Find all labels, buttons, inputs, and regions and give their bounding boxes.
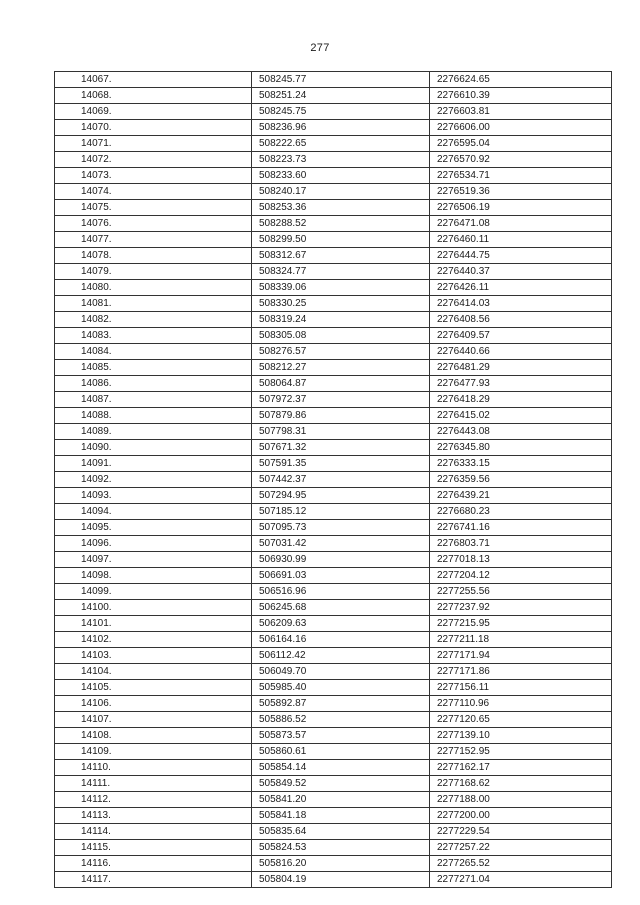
table-row [55,392,612,408]
table-row [55,760,612,776]
y-coordinate-cell: 2276534.71 [430,168,612,184]
point-number-cell: 14073. [55,168,252,184]
y-coordinate-cell: 2277168.62 [430,776,612,792]
point-number-cell: 14079. [55,264,252,280]
x-coordinate-cell: 506930.99 [252,552,430,568]
y-coordinate-cell: 2276519.36 [430,184,612,200]
coordinates-table [54,71,612,888]
table-row [55,360,612,376]
x-coordinate-cell: 508245.75 [252,104,430,120]
x-coordinate-cell: 508212.27 [252,360,430,376]
table-row [55,120,612,136]
point-number-cell: 14101. [55,616,252,632]
table-row [55,520,612,536]
table-row [55,280,612,296]
y-coordinate-cell: 2276415.02 [430,408,612,424]
y-coordinate-cell: 2277200.00 [430,808,612,824]
point-number-cell: 14077. [55,232,252,248]
point-number-cell: 14106. [55,696,252,712]
x-coordinate-cell: 507294.95 [252,488,430,504]
x-coordinate-cell: 506691.03 [252,568,430,584]
point-number-cell: 14112. [55,792,252,808]
y-coordinate-cell: 2277156.11 [430,680,612,696]
point-number-cell: 14088. [55,408,252,424]
point-number-cell: 14080. [55,280,252,296]
table-row [55,792,612,808]
table-row [55,184,612,200]
table-row [55,632,612,648]
point-number-cell: 14117. [55,872,252,888]
x-coordinate-cell: 505873.57 [252,728,430,744]
x-coordinate-cell: 508339.06 [252,280,430,296]
point-number-cell: 14114. [55,824,252,840]
point-number-cell: 14082. [55,312,252,328]
x-coordinate-cell: 508245.77 [252,72,430,88]
x-coordinate-cell: 506164.16 [252,632,430,648]
x-coordinate-cell: 505886.52 [252,712,430,728]
point-number-cell: 14069. [55,104,252,120]
table-row [55,232,612,248]
point-number-cell: 14092. [55,472,252,488]
table-row [55,504,612,520]
x-coordinate-cell: 505985.40 [252,680,430,696]
x-coordinate-cell: 508312.67 [252,248,430,264]
x-coordinate-cell: 505841.18 [252,808,430,824]
y-coordinate-cell: 2276570.92 [430,152,612,168]
point-number-cell: 14081. [55,296,252,312]
y-coordinate-cell: 2277237.92 [430,600,612,616]
y-coordinate-cell: 2276333.15 [430,456,612,472]
point-number-cell: 14110. [55,760,252,776]
x-coordinate-cell: 508222.65 [252,136,430,152]
table-row [55,376,612,392]
x-coordinate-cell: 508324.77 [252,264,430,280]
table-row [55,168,612,184]
y-coordinate-cell: 2277215.95 [430,616,612,632]
x-coordinate-cell: 508236.96 [252,120,430,136]
point-number-cell: 14067. [55,72,252,88]
x-coordinate-cell: 505824.53 [252,840,430,856]
y-coordinate-cell: 2277265.52 [430,856,612,872]
x-coordinate-cell: 507798.31 [252,424,430,440]
table-row [55,712,612,728]
table-row [55,296,612,312]
point-number-cell: 14087. [55,392,252,408]
y-coordinate-cell: 2276414.03 [430,296,612,312]
point-number-cell: 14107. [55,712,252,728]
point-number-cell: 14090. [55,440,252,456]
table-row [55,88,612,104]
y-coordinate-cell: 2277255.56 [430,584,612,600]
point-number-cell: 14111. [55,776,252,792]
page-number: 277 [310,42,330,54]
point-number-cell: 14095. [55,520,252,536]
point-number-cell: 14086. [55,376,252,392]
x-coordinate-cell: 508288.52 [252,216,430,232]
point-number-cell: 14104. [55,664,252,680]
table-row [55,328,612,344]
y-coordinate-cell: 2277152.95 [430,744,612,760]
table-row [55,248,612,264]
x-coordinate-cell: 506209.63 [252,616,430,632]
point-number-cell: 14093. [55,488,252,504]
x-coordinate-cell: 507671.32 [252,440,430,456]
y-coordinate-cell: 2277211.18 [430,632,612,648]
y-coordinate-cell: 2276408.56 [430,312,612,328]
table-row [55,72,612,88]
point-number-cell: 14074. [55,184,252,200]
point-number-cell: 14071. [55,136,252,152]
x-coordinate-cell: 506112.42 [252,648,430,664]
y-coordinate-cell: 2277204.12 [430,568,612,584]
y-coordinate-cell: 2276477.93 [430,376,612,392]
x-coordinate-cell: 506245.68 [252,600,430,616]
table-row [55,216,612,232]
point-number-cell: 14085. [55,360,252,376]
x-coordinate-cell: 507442.37 [252,472,430,488]
y-coordinate-cell: 2276610.39 [430,88,612,104]
point-number-cell: 14068. [55,88,252,104]
x-coordinate-cell: 506049.70 [252,664,430,680]
y-coordinate-cell: 2277018.13 [430,552,612,568]
table-row [55,552,612,568]
table-row [55,344,612,360]
x-coordinate-cell: 508319.24 [252,312,430,328]
table-row [55,536,612,552]
y-coordinate-cell: 2276345.80 [430,440,612,456]
y-coordinate-cell: 2276506.19 [430,200,612,216]
x-coordinate-cell: 507591.35 [252,456,430,472]
table-row [55,680,612,696]
table-row [55,408,612,424]
point-number-cell: 14098. [55,568,252,584]
table-row [55,616,612,632]
y-coordinate-cell: 2276595.04 [430,136,612,152]
point-number-cell: 14103. [55,648,252,664]
point-number-cell: 14102. [55,632,252,648]
y-coordinate-cell: 2277120.65 [430,712,612,728]
point-number-cell: 14108. [55,728,252,744]
y-coordinate-cell: 2276603.81 [430,104,612,120]
table-row [55,856,612,872]
y-coordinate-cell: 2277162.17 [430,760,612,776]
x-coordinate-cell: 508305.08 [252,328,430,344]
table-row [55,808,612,824]
y-coordinate-cell: 2276418.29 [430,392,612,408]
point-number-cell: 14094. [55,504,252,520]
x-coordinate-cell: 507972.37 [252,392,430,408]
table-row [55,440,612,456]
x-coordinate-cell: 505854.14 [252,760,430,776]
x-coordinate-cell: 508330.25 [252,296,430,312]
point-number-cell: 14084. [55,344,252,360]
x-coordinate-cell: 506516.96 [252,584,430,600]
point-number-cell: 14075. [55,200,252,216]
point-number-cell: 14100. [55,600,252,616]
y-coordinate-cell: 2276680.23 [430,504,612,520]
x-coordinate-cell: 508276.57 [252,344,430,360]
y-coordinate-cell: 2276359.56 [430,472,612,488]
table-row [55,424,612,440]
point-number-cell: 14076. [55,216,252,232]
table-row [55,104,612,120]
x-coordinate-cell: 505804.19 [252,872,430,888]
table-row [55,472,612,488]
point-number-cell: 14115. [55,840,252,856]
table-row [55,840,612,856]
point-number-cell: 14083. [55,328,252,344]
point-number-cell: 14096. [55,536,252,552]
x-coordinate-cell: 508064.87 [252,376,430,392]
point-number-cell: 14116. [55,856,252,872]
table-row [55,824,612,840]
y-coordinate-cell: 2276440.66 [430,344,612,360]
x-coordinate-cell: 508240.17 [252,184,430,200]
y-coordinate-cell: 2277139.10 [430,728,612,744]
y-coordinate-cell: 2276741.16 [430,520,612,536]
point-number-cell: 14097. [55,552,252,568]
y-coordinate-cell: 2277171.94 [430,648,612,664]
x-coordinate-cell: 505860.61 [252,744,430,760]
y-coordinate-cell: 2277110.96 [430,696,612,712]
y-coordinate-cell: 2276443.08 [430,424,612,440]
point-number-cell: 14113. [55,808,252,824]
y-coordinate-cell: 2277171.86 [430,664,612,680]
table-row [55,872,612,888]
x-coordinate-cell: 508251.24 [252,88,430,104]
y-coordinate-cell: 2276606.00 [430,120,612,136]
x-coordinate-cell: 507095.73 [252,520,430,536]
y-coordinate-cell: 2276460.11 [430,232,612,248]
y-coordinate-cell: 2276803.71 [430,536,612,552]
x-coordinate-cell: 505835.64 [252,824,430,840]
x-coordinate-cell: 507879.86 [252,408,430,424]
table-row [55,488,612,504]
y-coordinate-cell: 2276439.21 [430,488,612,504]
point-number-cell: 14072. [55,152,252,168]
y-coordinate-cell: 2277257.22 [430,840,612,856]
y-coordinate-cell: 2276444.75 [430,248,612,264]
table-row [55,744,612,760]
point-number-cell: 14089. [55,424,252,440]
x-coordinate-cell: 508223.73 [252,152,430,168]
point-number-cell: 14099. [55,584,252,600]
table-row [55,136,612,152]
table-row [55,664,612,680]
point-number-cell: 14070. [55,120,252,136]
y-coordinate-cell: 2276440.37 [430,264,612,280]
x-coordinate-cell: 505892.87 [252,696,430,712]
x-coordinate-cell: 505816.20 [252,856,430,872]
y-coordinate-cell: 2277188.00 [430,792,612,808]
table-row [55,600,612,616]
table-row [55,456,612,472]
point-number-cell: 14091. [55,456,252,472]
point-number-cell: 14105. [55,680,252,696]
y-coordinate-cell: 2277271.04 [430,872,612,888]
y-coordinate-cell: 2276624.65 [430,72,612,88]
point-number-cell: 14078. [55,248,252,264]
table-row [55,584,612,600]
table-row [55,728,612,744]
table-row [55,312,612,328]
y-coordinate-cell: 2276481.29 [430,360,612,376]
table-row [55,152,612,168]
coordinates-table-body [55,72,612,888]
x-coordinate-cell: 507185.12 [252,504,430,520]
y-coordinate-cell: 2277229.54 [430,824,612,840]
point-number-cell: 14109. [55,744,252,760]
table-row [55,776,612,792]
y-coordinate-cell: 2276426.11 [430,280,612,296]
table-row [55,568,612,584]
y-coordinate-cell: 2276409.57 [430,328,612,344]
x-coordinate-cell: 507031.42 [252,536,430,552]
y-coordinate-cell: 2276471.08 [430,216,612,232]
x-coordinate-cell: 505841.20 [252,792,430,808]
table-row [55,696,612,712]
table-row [55,648,612,664]
x-coordinate-cell: 508233.60 [252,168,430,184]
x-coordinate-cell: 505849.52 [252,776,430,792]
x-coordinate-cell: 508299.50 [252,232,430,248]
table-row [55,200,612,216]
x-coordinate-cell: 508253.36 [252,200,430,216]
table-row [55,264,612,280]
